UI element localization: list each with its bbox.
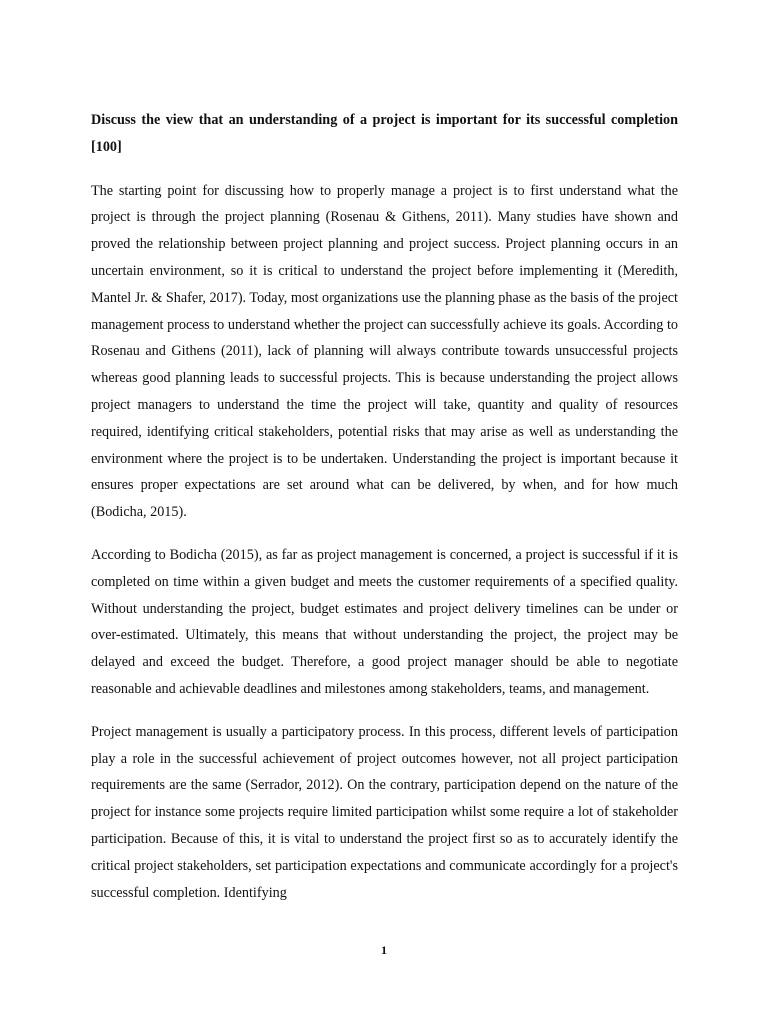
paragraph-project-planning: The starting point for discussing how to properly manage a project is to first understand what the project is through the project planning (Rosenau & Githens, 2011). Many studies have shown and proved the relationship between project planning and project success. Project planning occurs in an uncertain environment, so it is critical to understand the project before implementing it (Meredith, Mantel Jr. & Shafer, 2017). Today, most organizations use the planning phase as the basis of the project management process to understand whether the project can successfully achieve its goals. According to Rosenau and Githens (2011), lack of planning will always contribute towards unsuccessful projects whereas good planning leads to successful projects. This is because understanding the project allows project managers to understand the time the project will take, quantity and quality of resources required, identifying critical stakeholders, potential risks that may arise as well as understanding the environment where the project is to be undertaken. Understanding the project is important because it ensures proper expectations are set around what can be delivered, by when, and for how much (Bodicha, 2015). bbox=[91, 182, 678, 521]
essay-question-heading: Discuss the view that an understanding of a project is important for its successful completion [100] bbox=[91, 112, 678, 155]
paragraph-project-success: According to Bodicha (2015), as far as project management is concerned, a project is successful if it is completed on time within a given budget and meets the customer requirements of a specified quality. Without understanding the project, budget estimates and project delivery timelines can be under or over-estimated. Ultimately, this means that without understanding the project, the project may be delayed and exceed the budget. Therefore, a good project manager should be able to negotiate reasonable and achievable deadlines and milestones among stakeholders, teams, and management. bbox=[91, 546, 678, 697]
paragraph-participation: Project management is usually a participatory process. In this process, different levels of participation play a role in the successful achievement of project outcomes however, not all project participation requirements are the same (Serrador, 2012). On the contrary, participation depend on the nature of the project for instance some projects require limited participation whilst some require a lot of stakeholder participation. Because of this, it is vital to understand the project first so as to accurately identify the critical project stakeholders, set participation expectations and communicate accordingly for a project's successful completion. Identifying bbox=[91, 723, 678, 901]
page-number: 1 bbox=[381, 943, 387, 957]
document-body bbox=[91, 107, 678, 922]
